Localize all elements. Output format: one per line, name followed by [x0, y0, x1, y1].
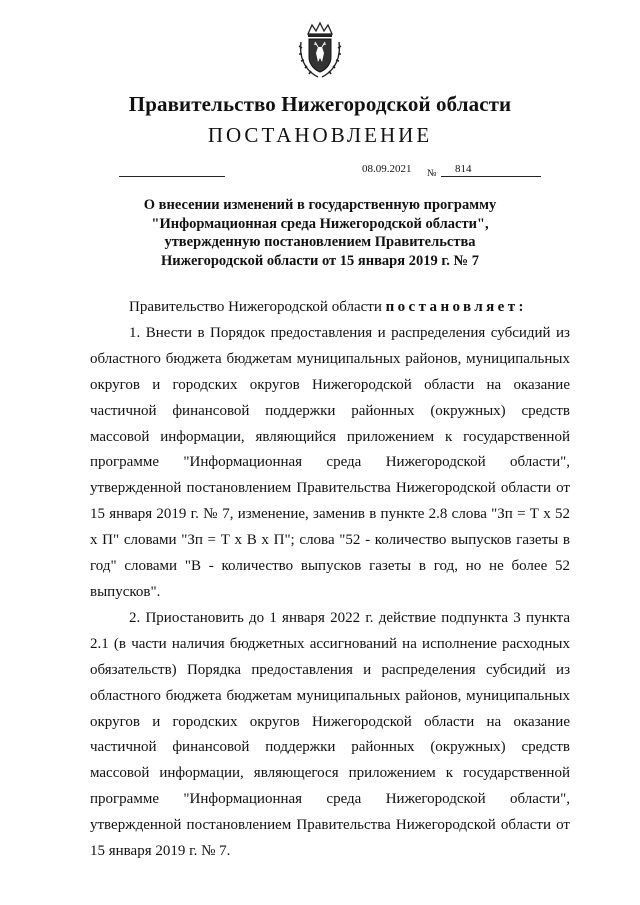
document-date: 08.09.2021: [362, 163, 412, 175]
government-name: Правительство Нижегородской области: [128, 92, 512, 116]
number-underline: [441, 176, 541, 177]
document-number: 814: [455, 163, 472, 175]
subject-line: Нижегородской области от 15 января 2019 г. № 7: [160, 252, 479, 269]
document-subject: [120, 196, 520, 270]
nizhny-novgorod-coat-of-arms-icon: [296, 20, 344, 80]
paragraph-2: 2. Приостановить до 1 января 2022 г. действие подпункта 3 пункта 2.1 (в части наличия бюджетных ассигнований на исполнение расходных обязательств) Порядка предоставления и распределения субсидий из областного бюджета бюджетам муниципальных районов, муниципальных округов и городских округов Нижегородской области на оказание частичной финансовой поддержки районных (окружных) средств массовой информации, являющегося приложением к государственной программе "Информационная среда Нижегородской области", утвержденной постановлением Правительства Нижегородской области от 15 января 2019 г. № 7.: [90, 609, 570, 860]
preamble-text: Правительство Нижегородской области: [129, 299, 386, 315]
document-body: [90, 295, 570, 865]
subject-line: О внесении изменений в государственную программу: [143, 197, 497, 213]
resolves-word: постановляет:: [385, 299, 527, 315]
subject-line: "Информационная среда Нижегородской области",: [151, 215, 489, 232]
document-type: ПОСТАНОВЛЕНИЕ: [207, 123, 433, 147]
preamble: [90, 295, 570, 321]
date-underline: [119, 176, 225, 177]
number-sign: №: [427, 168, 437, 179]
subject-line: утвержденную постановлением Правительства: [164, 234, 476, 250]
paragraph-1: 1. Внести в Порядок предоставления и распределения субсидий из областного бюджета бюджетам муниципальных районов, муниципальных округов и городских округов Нижегородской области на оказание частичной финансовой поддержки районных (окружных) средств массовой информации, являющийся приложением к государственной программе "Информационная среда Нижегородской области", утвержденной постановлением Правительства Нижегородской области от 15 января 2019 г. № 7, изменение, заменив в пункте 2.8 слова "Зп = Т х 52 х П" словами "Зп = Т х В х П"; слова "52 - количество выпусков газеты в год" словами "В - количество выпусков газеты в год, но не более 52 выпусков".: [90, 324, 570, 600]
